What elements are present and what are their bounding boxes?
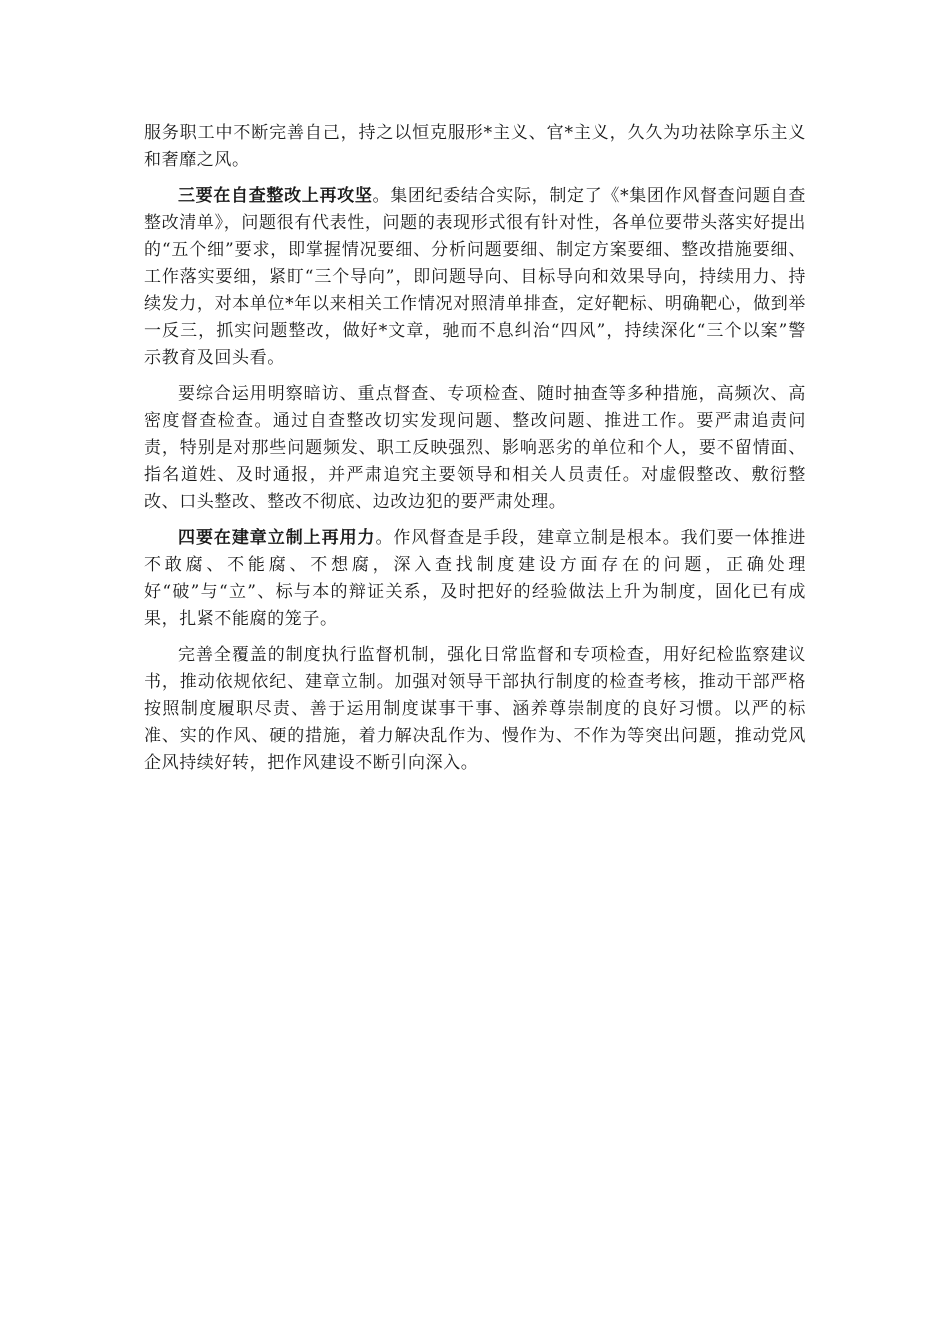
paragraph-text: 服务职工中不断完善自己，持之以恒克服形*主义、官*主义，久久为功祛除享乐主义和奢靡之风。 [144, 123, 806, 170]
paragraph-text: 完善全覆盖的制度执行监督机制，强化日常监督和专项检查，用好纪检监察建议书，推动依规依纪、建章立制。加强对领导干部执行制度的检查考核，推动干部严格按照制度履职尽责、善于运用制度谋事干事、涵养尊崇制度的良好习惯。以严的标准、实的作风、硬的措施，着力解决乱作为、慢作为、不作为等突出问题，推动党风企风持续好转，把作风建设不断引向深入。 [144, 645, 806, 773]
paragraph-self-inspection [144, 183, 806, 372]
paragraph-text: 。集团纪委结合实际，制定了《*集团作风督查问题自查整改清单》，问题很有代表性，问题的表现形式很有针对性，各单位要带头落实好提出的“五个细”要求，即掌握情况要细、分析问题要细、制定方案要细、整改措施要细、工作落实要细，紧盯“三个导向”，即问题导向、目标导向和效果导向，持续用力、持续发力，对本单位*年以来相关工作情况对照清单排查，定好靶标、明确靶心，做到举一反三，抓实问题整改，做好*文章，驰而不息纠治“四风”，持续深化“三个以案”警示教育及回头看。 [144, 186, 806, 368]
paragraph-oversight-mechanism [144, 642, 806, 777]
paragraph-text: 。作风督查是手段，建章立制是根本。我们要一体推进不敢腐、不能腐、不想腐，深入查找制度建设方面存在的问题，正确处理好“破”与“立”、标与本的辩证关系，及时把好的经验做法上升为制度，固化已有成果，扎紧不能腐的笼子。 [144, 528, 806, 629]
paragraph-lead: 四要在建章立制上再用力 [178, 528, 376, 548]
paragraph-text: 要综合运用明察暗访、重点督查、专项检查、随时抽查等多种措施，高频次、高密度督查检查。通过自查整改切实发现问题、整改问题、推进工作。要严肃追责问责，特别是对那些问题频发、职工反映强烈、影响恶劣的单位和个人，要不留情面、指名道姓、及时通报，并严肃追究主要领导和相关人员责任。对虚假整改、敷衍整改、口头整改、整改不彻底、边改边犯的要严肃处理。 [144, 384, 806, 512]
paragraph-supervision-measures [144, 381, 806, 516]
paragraph-institution-building [144, 525, 806, 633]
paragraph-lead: 三要在自查整改上再攻坚 [178, 186, 373, 206]
document-body [144, 120, 806, 786]
paragraph-continuation [144, 120, 806, 174]
